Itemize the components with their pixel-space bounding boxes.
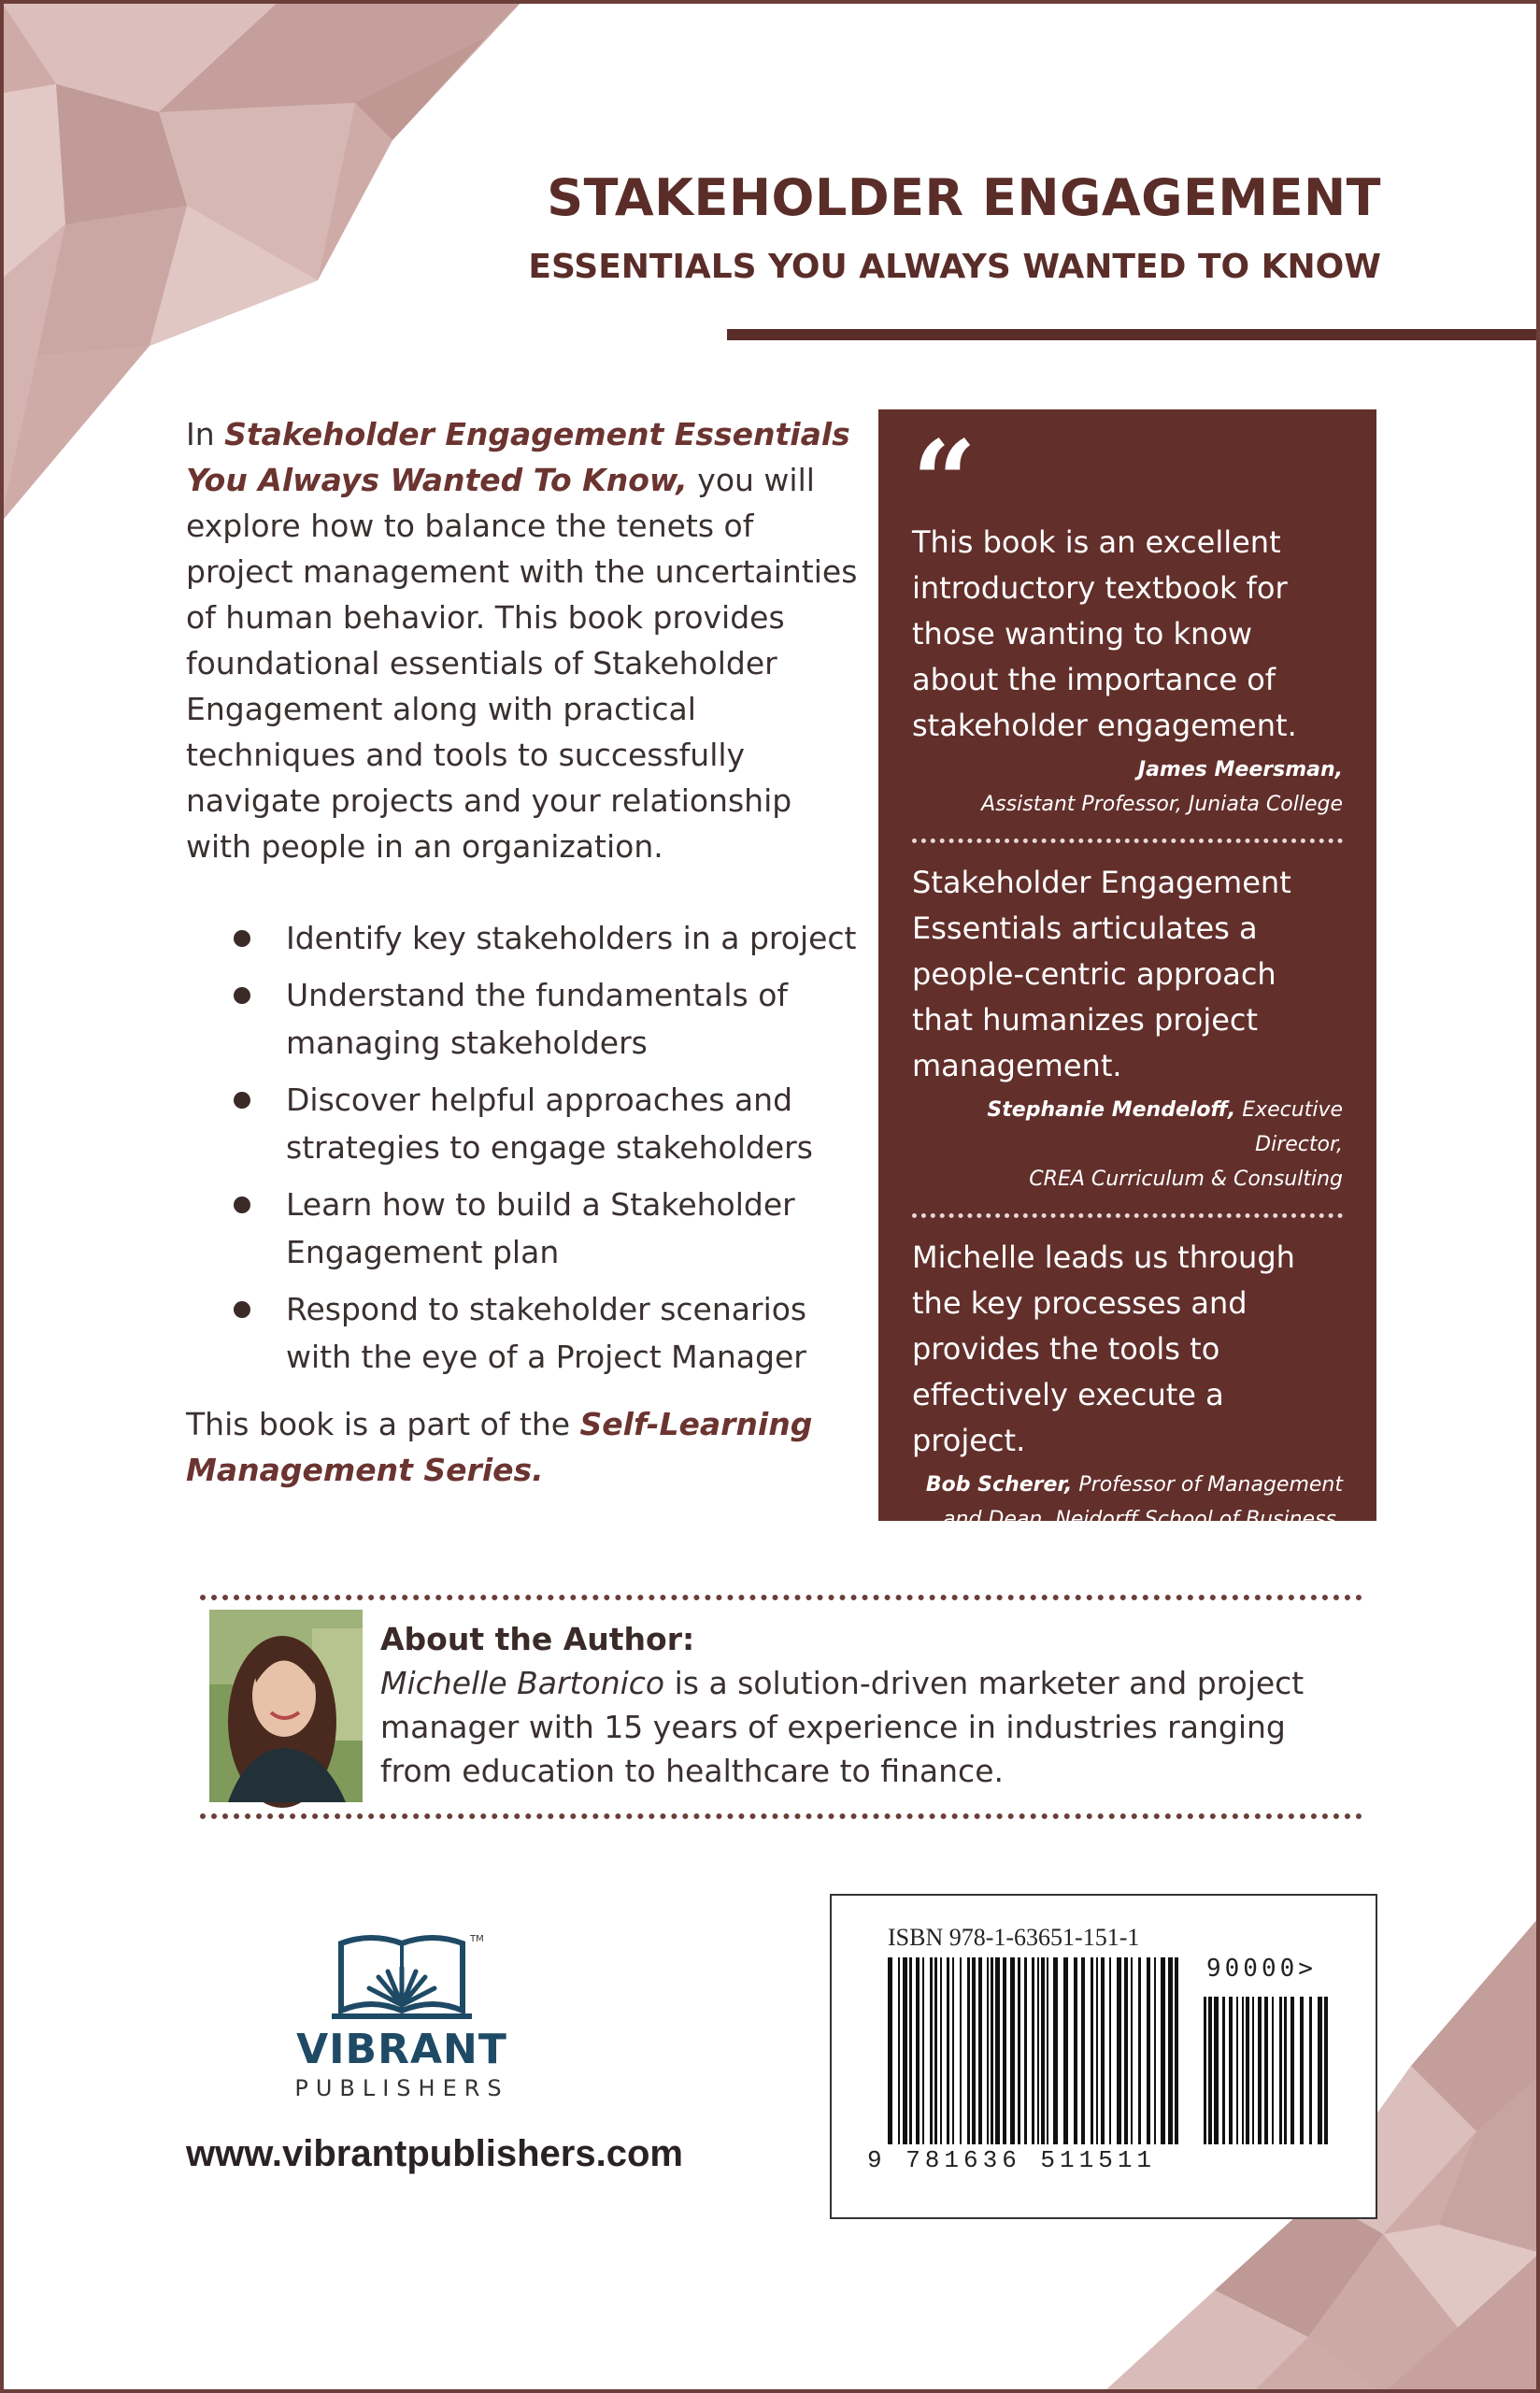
author-bio-text: is a solution-driven marketer and project manager with 15 years of experience in industries ranging from education to healthcare to finance. xyxy=(380,1665,1305,1789)
author-bottom-divider xyxy=(200,1813,1362,1819)
testimonial-role: CREA Curriculum & Consulting xyxy=(1029,1168,1343,1191)
testimonial-role: Executive Director, xyxy=(1235,1098,1343,1156)
testimonial-role: and Dean, Neidorff School of Business, xyxy=(943,1508,1343,1531)
barcode-bar xyxy=(1309,1997,1312,2144)
barcode-bar xyxy=(987,1957,989,2144)
testimonial-divider xyxy=(912,1213,1343,1218)
barcode-bar xyxy=(1161,1957,1165,2144)
about-author-heading: About the Author: xyxy=(380,1621,695,1657)
book-title: STAKEHOLDER ENGAGEMENT xyxy=(547,168,1381,227)
bullet-text: Identify key stakeholders in a project xyxy=(286,920,857,956)
bullet-text: Understand the fundamentals of managing stakeholders xyxy=(286,977,789,1061)
barcode-bar xyxy=(1081,1957,1085,2144)
barcode-bar xyxy=(1208,1997,1212,2144)
barcode-bars-main xyxy=(888,1957,1183,2144)
author-photo xyxy=(209,1610,363,1802)
barcode-bar xyxy=(934,1957,937,2144)
barcode-bar xyxy=(1168,1957,1173,2144)
barcode-bar xyxy=(1091,1957,1093,2144)
barcode-bar xyxy=(1318,1997,1322,2144)
barcode-bar xyxy=(1229,1997,1233,2144)
list-item xyxy=(186,1181,859,1276)
publisher-logo xyxy=(290,1930,514,2101)
trademark-mark: TM xyxy=(470,1934,484,1944)
about-author-bio xyxy=(380,1661,1352,1793)
barcode-bar xyxy=(922,1957,924,2144)
bullet-dot-icon xyxy=(234,1092,250,1109)
barcode-bar xyxy=(1003,1957,1006,2144)
barcode-bar xyxy=(1284,1997,1287,2144)
isbn-text: ISBN 978-1-63651-151-1 xyxy=(888,1924,1140,1951)
series-lead: This book is a part of the xyxy=(186,1406,580,1442)
testimonial-attribution xyxy=(912,1093,1343,1196)
quote-mark-icon: “ xyxy=(912,416,977,548)
bullet-dot-icon xyxy=(234,1301,250,1318)
barcode-bar xyxy=(947,1957,949,2144)
about-author xyxy=(380,1617,1352,1793)
testimonial-attribution xyxy=(912,1468,1343,1571)
barcode-bar xyxy=(1138,1957,1141,2144)
testimonial-role: Professor of Management xyxy=(1072,1473,1343,1497)
barcode-bar xyxy=(978,1957,982,2144)
intro-book-title: Stakeholder Engagement Essentials You Always Wanted To Know, xyxy=(186,416,850,498)
bullet-text: Discover helpful approaches and strategies to engage stakeholders xyxy=(286,1082,813,1166)
testimonial-author: Stephanie Mendeloff, xyxy=(987,1098,1236,1122)
list-item xyxy=(186,914,859,962)
barcode-bar xyxy=(1214,1997,1219,2144)
barcode-bar xyxy=(1131,1957,1133,2144)
bullet-text: Respond to stakeholder scenarios with the eye of a Project Manager xyxy=(286,1291,807,1375)
barcode-bar xyxy=(1010,1957,1015,2144)
barcode-bar xyxy=(995,1957,1000,2144)
barcode-bar xyxy=(1096,1957,1098,2144)
bullet-dot-icon xyxy=(234,987,250,1004)
barcode-digits: 9 781636 511511 xyxy=(867,2146,1157,2174)
barcode-bar xyxy=(1324,1997,1328,2144)
barcode-bar xyxy=(1300,1997,1304,2144)
testimonial-text: Stakeholder Engagement Essentials articulates a people-centric approach that humanizes project management. xyxy=(912,865,1291,1083)
barcode-bar xyxy=(1236,1997,1238,2144)
barcode-bar xyxy=(1175,1957,1178,2144)
list-item xyxy=(186,971,859,1067)
barcode-bar xyxy=(903,1957,907,2144)
description-column xyxy=(186,411,859,1493)
barcode-bar xyxy=(1041,1957,1045,2144)
series-note xyxy=(186,1401,859,1493)
title-block xyxy=(528,168,1381,286)
barcode-bar xyxy=(930,1957,933,2144)
series-name: Self-Learning Management Series. xyxy=(186,1406,813,1488)
barcode-bars-addon xyxy=(1204,1997,1334,2144)
title-rule xyxy=(727,329,1536,340)
barcode-bar xyxy=(1204,1997,1206,2144)
barcode-bar xyxy=(1032,1957,1034,2144)
bullet-dot-icon xyxy=(234,1196,250,1213)
open-book-icon xyxy=(322,1930,484,2024)
barcode-bar xyxy=(898,1957,900,2144)
testimonial-role: Trinity University xyxy=(1168,1542,1343,1566)
isbn-barcode xyxy=(830,1894,1377,2219)
barcode-bar xyxy=(1117,1957,1121,2144)
barcode-bar xyxy=(1147,1957,1150,2144)
barcode-bar xyxy=(1242,1997,1244,2144)
testimonial-text: Michelle leads us through the key processes and provides the tools to effectively execute a project. xyxy=(912,1239,1295,1458)
barcode-bar xyxy=(940,1957,942,2144)
bullet-list xyxy=(186,914,859,1381)
barcode-bar xyxy=(1053,1957,1058,2144)
barcode-bar xyxy=(972,1957,976,2144)
barcode-bar xyxy=(991,1957,993,2144)
barcode-bar xyxy=(967,1957,970,2144)
barcode-bar xyxy=(960,1957,962,2144)
testimonials-box xyxy=(878,409,1376,1566)
bullet-dot-icon xyxy=(234,930,250,947)
testimonial-author: James Meersman, xyxy=(1137,758,1343,781)
barcode-bar xyxy=(1047,1957,1048,2144)
price-code: 90000> xyxy=(1206,1955,1317,1983)
bullet-text: Learn how to build a Stakeholder Engagement plan xyxy=(286,1186,795,1270)
barcode-bar xyxy=(1222,1997,1225,2144)
barcode-bar xyxy=(952,1957,954,2144)
barcode-bar xyxy=(1063,1957,1068,2144)
publisher-subtitle: PUBLISHERS xyxy=(294,2075,509,2101)
barcode-bar xyxy=(1272,1997,1274,2144)
list-item xyxy=(186,1076,859,1171)
author-name: Michelle Bartonico xyxy=(380,1665,665,1701)
barcode-bar xyxy=(1024,1957,1027,2144)
barcode-bar xyxy=(1246,1997,1249,2144)
testimonial-divider xyxy=(912,838,1343,843)
barcode-bar xyxy=(1101,1957,1105,2144)
barcode-bar xyxy=(1252,1997,1254,2144)
intro-paragraph xyxy=(186,411,859,869)
testimonial-attribution xyxy=(912,752,1343,822)
barcode-bar xyxy=(1037,1957,1039,2144)
barcode-bar xyxy=(1074,1957,1077,2144)
testimonial-author: Bob Scherer, xyxy=(925,1473,1073,1497)
author-top-divider xyxy=(200,1595,1362,1600)
publisher-url: www.vibrantpublishers.com xyxy=(186,2133,683,2174)
barcode-bar xyxy=(1154,1957,1156,2144)
testimonial-role: Assistant Professor, Juniata College xyxy=(981,793,1343,816)
testimonial-text: This book is an excellent introductory textbook for those wanting to know about the importance of stakeholder engagement. xyxy=(912,524,1297,743)
barcode-bar xyxy=(1279,1997,1282,2144)
barcode-bar xyxy=(1109,1957,1111,2144)
barcode-bar xyxy=(909,1957,912,2144)
barcode-bar xyxy=(1264,1997,1268,2144)
barcode-bar xyxy=(1018,1957,1020,2144)
book-subtitle: ESSENTIALS YOU ALWAYS WANTED TO KNOW xyxy=(528,248,1381,286)
barcode-bar xyxy=(1124,1957,1128,2144)
intro-body: you will explore how to balance the tenets of project management with the uncertainties of human behavior. This book provides foundational essentials of Stakeholder Engagement along with practical techniques and tools to successfully navigate projects and your relationship with people in an organization. xyxy=(186,462,858,865)
list-item xyxy=(186,1285,859,1381)
barcode-bar xyxy=(888,1957,892,2144)
barcode-bar xyxy=(1290,1997,1294,2144)
publisher-brand: VIBRANT xyxy=(296,2026,507,2073)
barcode-bar xyxy=(1258,1997,1262,2144)
intro-lead: In xyxy=(186,416,225,452)
barcode-bar xyxy=(916,1957,920,2144)
